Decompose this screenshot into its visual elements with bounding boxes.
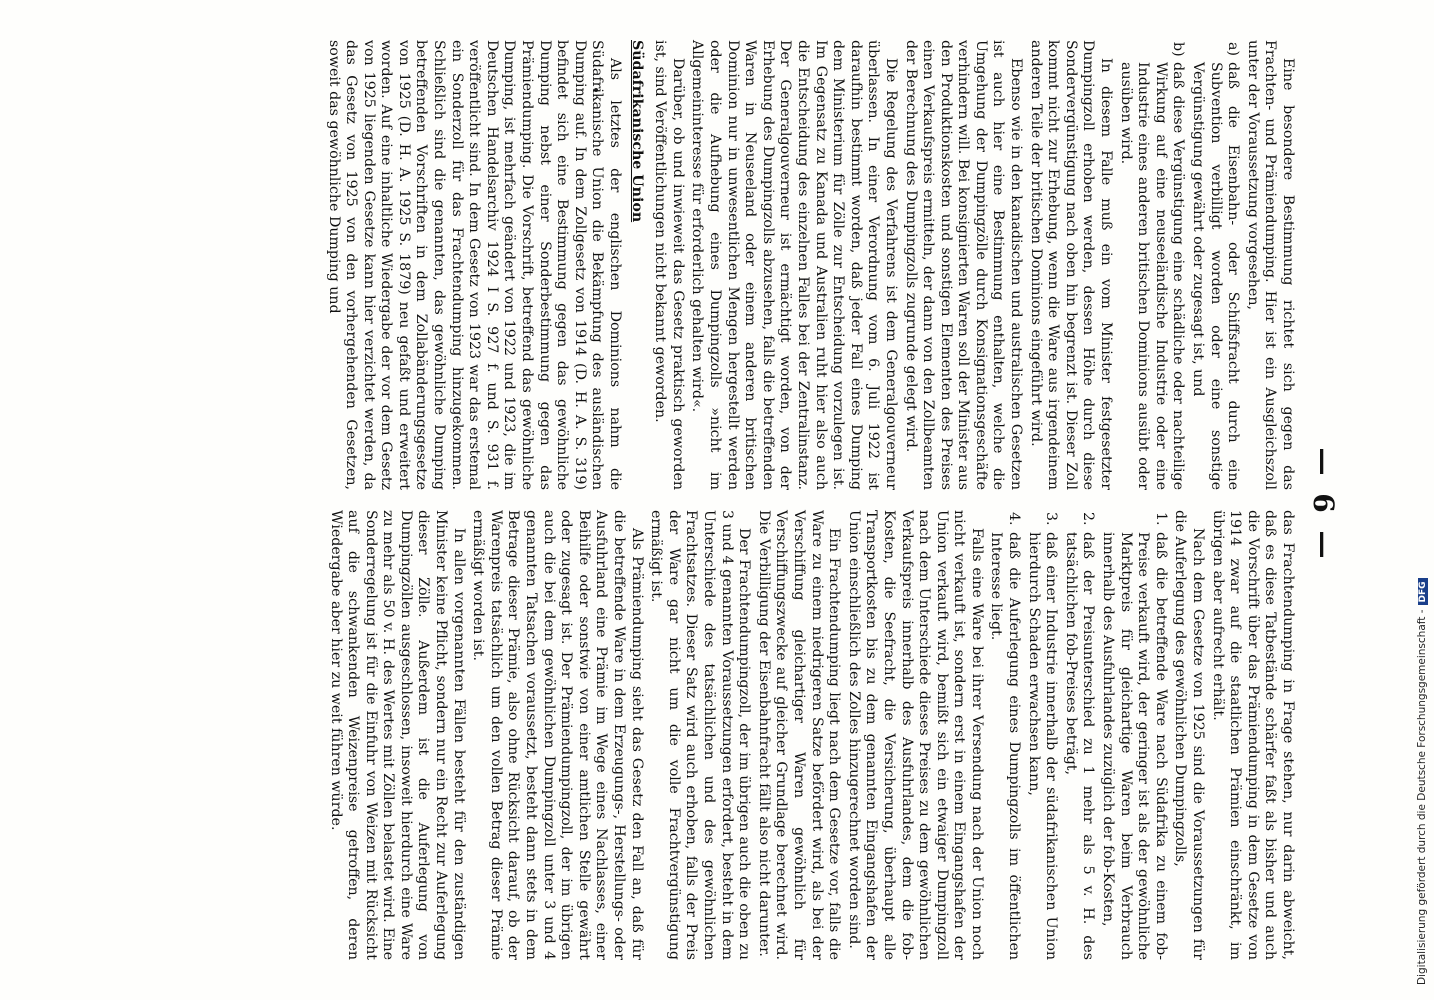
paragraph-intro: Eine besondere Bestimmung richtet sich gegen das Frachten- und Prämiendumping. Hier ist ein Ausgleichszoll unter der Voraussetzung vorgesehen,: [1244, 40, 1296, 490]
list-marker: a): [1225, 42, 1242, 56]
right-column: [324, 510, 1296, 960]
list-item-text: daß der Preisunterschied zu 1 mehr als 5 v. H. des tatsächlichen fob-Preises beträgt,: [1062, 532, 1097, 960]
list-item: [1061, 510, 1096, 960]
list-marker: 1.: [1152, 512, 1169, 526]
paragraph: Nach dem Gesetze von 1925 sind die Voraussetzungen für die Auferlegung des gewöhnlichen Dumpingzolls,: [1172, 510, 1207, 960]
paragraph: Der Frachtendumpingzoll, der im übrigen auch die oben zu 3 und 4 genannten Voraussetzungen erfordert, besteht in dem Unterschiede des tatsächlichen und des gewöhnlichen Frachtsatzes. Dieser Satz wird auch erhoben, falls der Preis der Ware gar nicht um die volle Frachtvergünstigung ermäßigt ist.: [648, 510, 753, 960]
list-item-text: daß einer Industrie innerhalb der südafrikanischen Union hierdurch Schaden erwachsen kann,: [1025, 532, 1060, 960]
paragraph: das Frachtendumping in Frage stehen, nur darin abweicht, daß es diese Tatbestände schärfer faßt als bisher und auch die Vorschrift über das Prämiendumping in dem Gesetze von 1914 zwar auf die staatlichen Prämien einschränkt, im übrigen aber aufrecht erhält.: [1209, 510, 1296, 960]
paragraph: Als letztes der englischen Dominions nahm die Südafrikanische Union die Bekämpfung des ausländischen Dumping auf. In dem Zollgesetz von 1914 (D. H. A. S. 319) befindet sich eine Bestimmung gegen das gewöhnliche Dumping nebst einer Sonderbestimmung gegen das Prämiendumping. Die Vorschrift, betreffend das gewöhnliche Dumping, ist mehrfach geändert von 1922 und 1923, die im Deutschen Handelsarchiv 1924 I S. 927 f. und S. 931 f. veröffentlicht sind. In dem Gesetz von 1923 war das erstemal ein Sonderzoll für das Frachtendumping hinzugekommen. Schließlich sind die genannten, das gewöhnliche Dumping betreffenden Vorschriften in dem Zollabänderungsgesetze von 1925 (D. H. A. 1925 S. 1879) neu gefaßt und erweitert worden. Auf eine inhaltliche Wiedergabe der vor dem Gesetz von 1925 liegenden Gesetze kann hier verzichtet werden, da das Gesetz von 1925 von den vorhergehenden Gesetzen, soweit das gewöhnliche Dumping und: [325, 40, 624, 490]
list-item-text: daß die betreffende Ware nach Südafrika zu einem fob-Preise verkauft wird, der geringer ist als der gewöhnliche Marktpreis für gleichartige Waren beim Verbrauch innerhalb des Ausfuhrlandes zuzüglich der fob-Kosten,: [1100, 532, 1169, 960]
left-column: [322, 40, 1296, 490]
paragraph: In allen vorgenannten Fällen besteht für den zuständigen Minister keine Pflicht, sondern nur ein Recht zur Auferlegung dieser Zölle. Außerdem ist die Auferlegung von Dumpingzöllen ausgeschlossen, insoweit hierdurch eine Ware zu mehr als 50 v. H. des Wertes mit Zöllen belastet wird. Eine Sonderregelung ist für die Einfuhr von Weizen mit Rücksicht auf die schwankenden Weizenpreise getroffen, deren Wiedergabe aber hier zu weit führen würde.: [327, 510, 467, 960]
section-heading: Südafrikanische Union: [628, 40, 645, 223]
list-item: [1116, 40, 1186, 490]
page-number: — 6 —: [1307, 447, 1340, 563]
list-marker: 2.: [1080, 512, 1097, 526]
list-item: [1188, 40, 1241, 490]
list-item-text: daß diese Vergünstigung eine schädliche oder nachteilige Wirkung auf eine neuseeländische Industrie oder eine Industrie eines anderen britischen Dominions ausübt oder ausüben wird.: [1117, 62, 1187, 490]
list-item: [1098, 510, 1168, 960]
list-marker: b): [1170, 42, 1187, 57]
paragraph: Ebenso wie in den kanadischen und australischen Gesetzen ist auch hier eine Bestimmung enthalten, welche die Umgehung der Dumpingzölle durch Konsignationsgeschäfte verhindern will. Bei konsignierten Waren soll der Minister aus den Produktionskosten und sonstigen Elementen des Preises einen Verkaufspreis ermitteln, der dann von den Zollbeamten der Berechnung des Dumpingzolls zugrunde gelegt wird.: [902, 40, 1025, 490]
paragraph: Die Regelung des Verfahrens ist dem Generalgouverneur überlassen. In einer Verordnung vom 6. Juli 1922 ist daraufhin bestimmt worden, daß jeder Fall eines Dumping dem Ministerium für Zölle zur Entscheidung vorzulegen ist. Im Gegensatz zu Kanada und Australien ruht hier also auch die Entscheidung des einzelnen Falles bei der Zentralinstanz. Der Generalgouverneur ist ermächtigt worden, von der Erhebung des Dumpingzolls abzusehen, falls die betreffenden Waren in Neuseeland oder einem anderen britischen Dominion nur in unwesentlichen Mengen hergestellt werden oder die Aufhebung eines Dumpingzolls »nicht im Allgemeininteresse für erforderlich gehalten wird«.: [689, 40, 899, 490]
paragraph: Darüber, ob und inwieweit das Gesetz praktisch geworden ist, sind Veröffentlichungen nicht bekannt geworden.: [652, 40, 686, 490]
paragraph: Falls eine Ware bei ihrer Versendung nach der Union noch nicht verkauft ist, sondern erst in einem Eingangshafen der Union verkauft wird, bemißt sich ein etwaiger Dumpingzoll nach dem Unterschiede dieses Preises zu dem gewöhnlichen Verkaufspreis innerhalb des Ausfuhrlandes, dem die fob-Kosten, die Seefracht, die Versicherung, überhaupt alle Transportkosten bis zu dem genannten Eingangshafen der Union einschließlich des Zolles hinzugerechnet worden sind.: [845, 510, 985, 960]
footer-text: Digitalisierung gefördert durch die Deutsche Forschungsgemeinschaft -: [1416, 609, 1428, 985]
list-marker: 3.: [1043, 512, 1060, 526]
paragraph: Als Prämiendumping sieht das Gesetz den Fall an, daß für die betreffende Ware in dem Erzeugungs-, Herstellungs- oder Ausfuhrland eine Prämie im Wege eines Nachlasses, einer Beihilfe oder sonstwie von einer amtlichen Stelle gewährt oder zugesagt ist. Der Prämiendumpingzoll, der im übrigen auch die bei dem gewöhnlichen Dumpingzoll unter 3 und 4 genannten Tatsachen voraussetzt, besteht dann stets in dem Betrage dieser Prämie, also ohne Rücksicht darauf, ob der Warenpreis tatsächlich um den vollen Betrag dieser Prämie ermäßigt worden ist.: [470, 510, 645, 960]
list-item-text: daß die Auferlegung eines Dumpingzolls im öffentlichen Interesse liegt.: [988, 532, 1023, 960]
dfg-logo: DFG: [1418, 578, 1428, 605]
paragraph: In diesem Falle muß ein vom Minister festgesetzter Dumpingzoll erhoben werden, dessen Höhe durch diese Sondervergünstigung nach oben hin begrenzt ist. Dieser Zoll kommt nicht zur Erhebung, wenn die Ware aus irgendeinem anderen Teile der britischen Dominions eingeführt wird.: [1027, 40, 1115, 490]
footer-credit: [1416, 578, 1428, 985]
list-marker: 4.: [1006, 512, 1023, 526]
list-item: [987, 510, 1022, 960]
paragraph: Ein Frachtendumping liegt nach dem Gesetze vor, falls die Ware zu einem niedrigeren Satze befördert wird, als bei der Verschiffung gleichartiger Waren gewöhnlich für Verschiffungszwecke auf gleicher Grundlage berechnet wird. Die Verbilligung der Eisenbahnfracht fällt also nicht darunter.: [755, 510, 843, 960]
rotated-text-block: [130, 40, 1340, 970]
list-item: [1024, 510, 1059, 960]
list-item-text: daß die Eisenbahn- oder Schiffsfracht durch eine Subvention verbilligt worden oder eine sonstige Vergünstigung gewährt oder zugesagt ist, und: [1190, 62, 1242, 490]
